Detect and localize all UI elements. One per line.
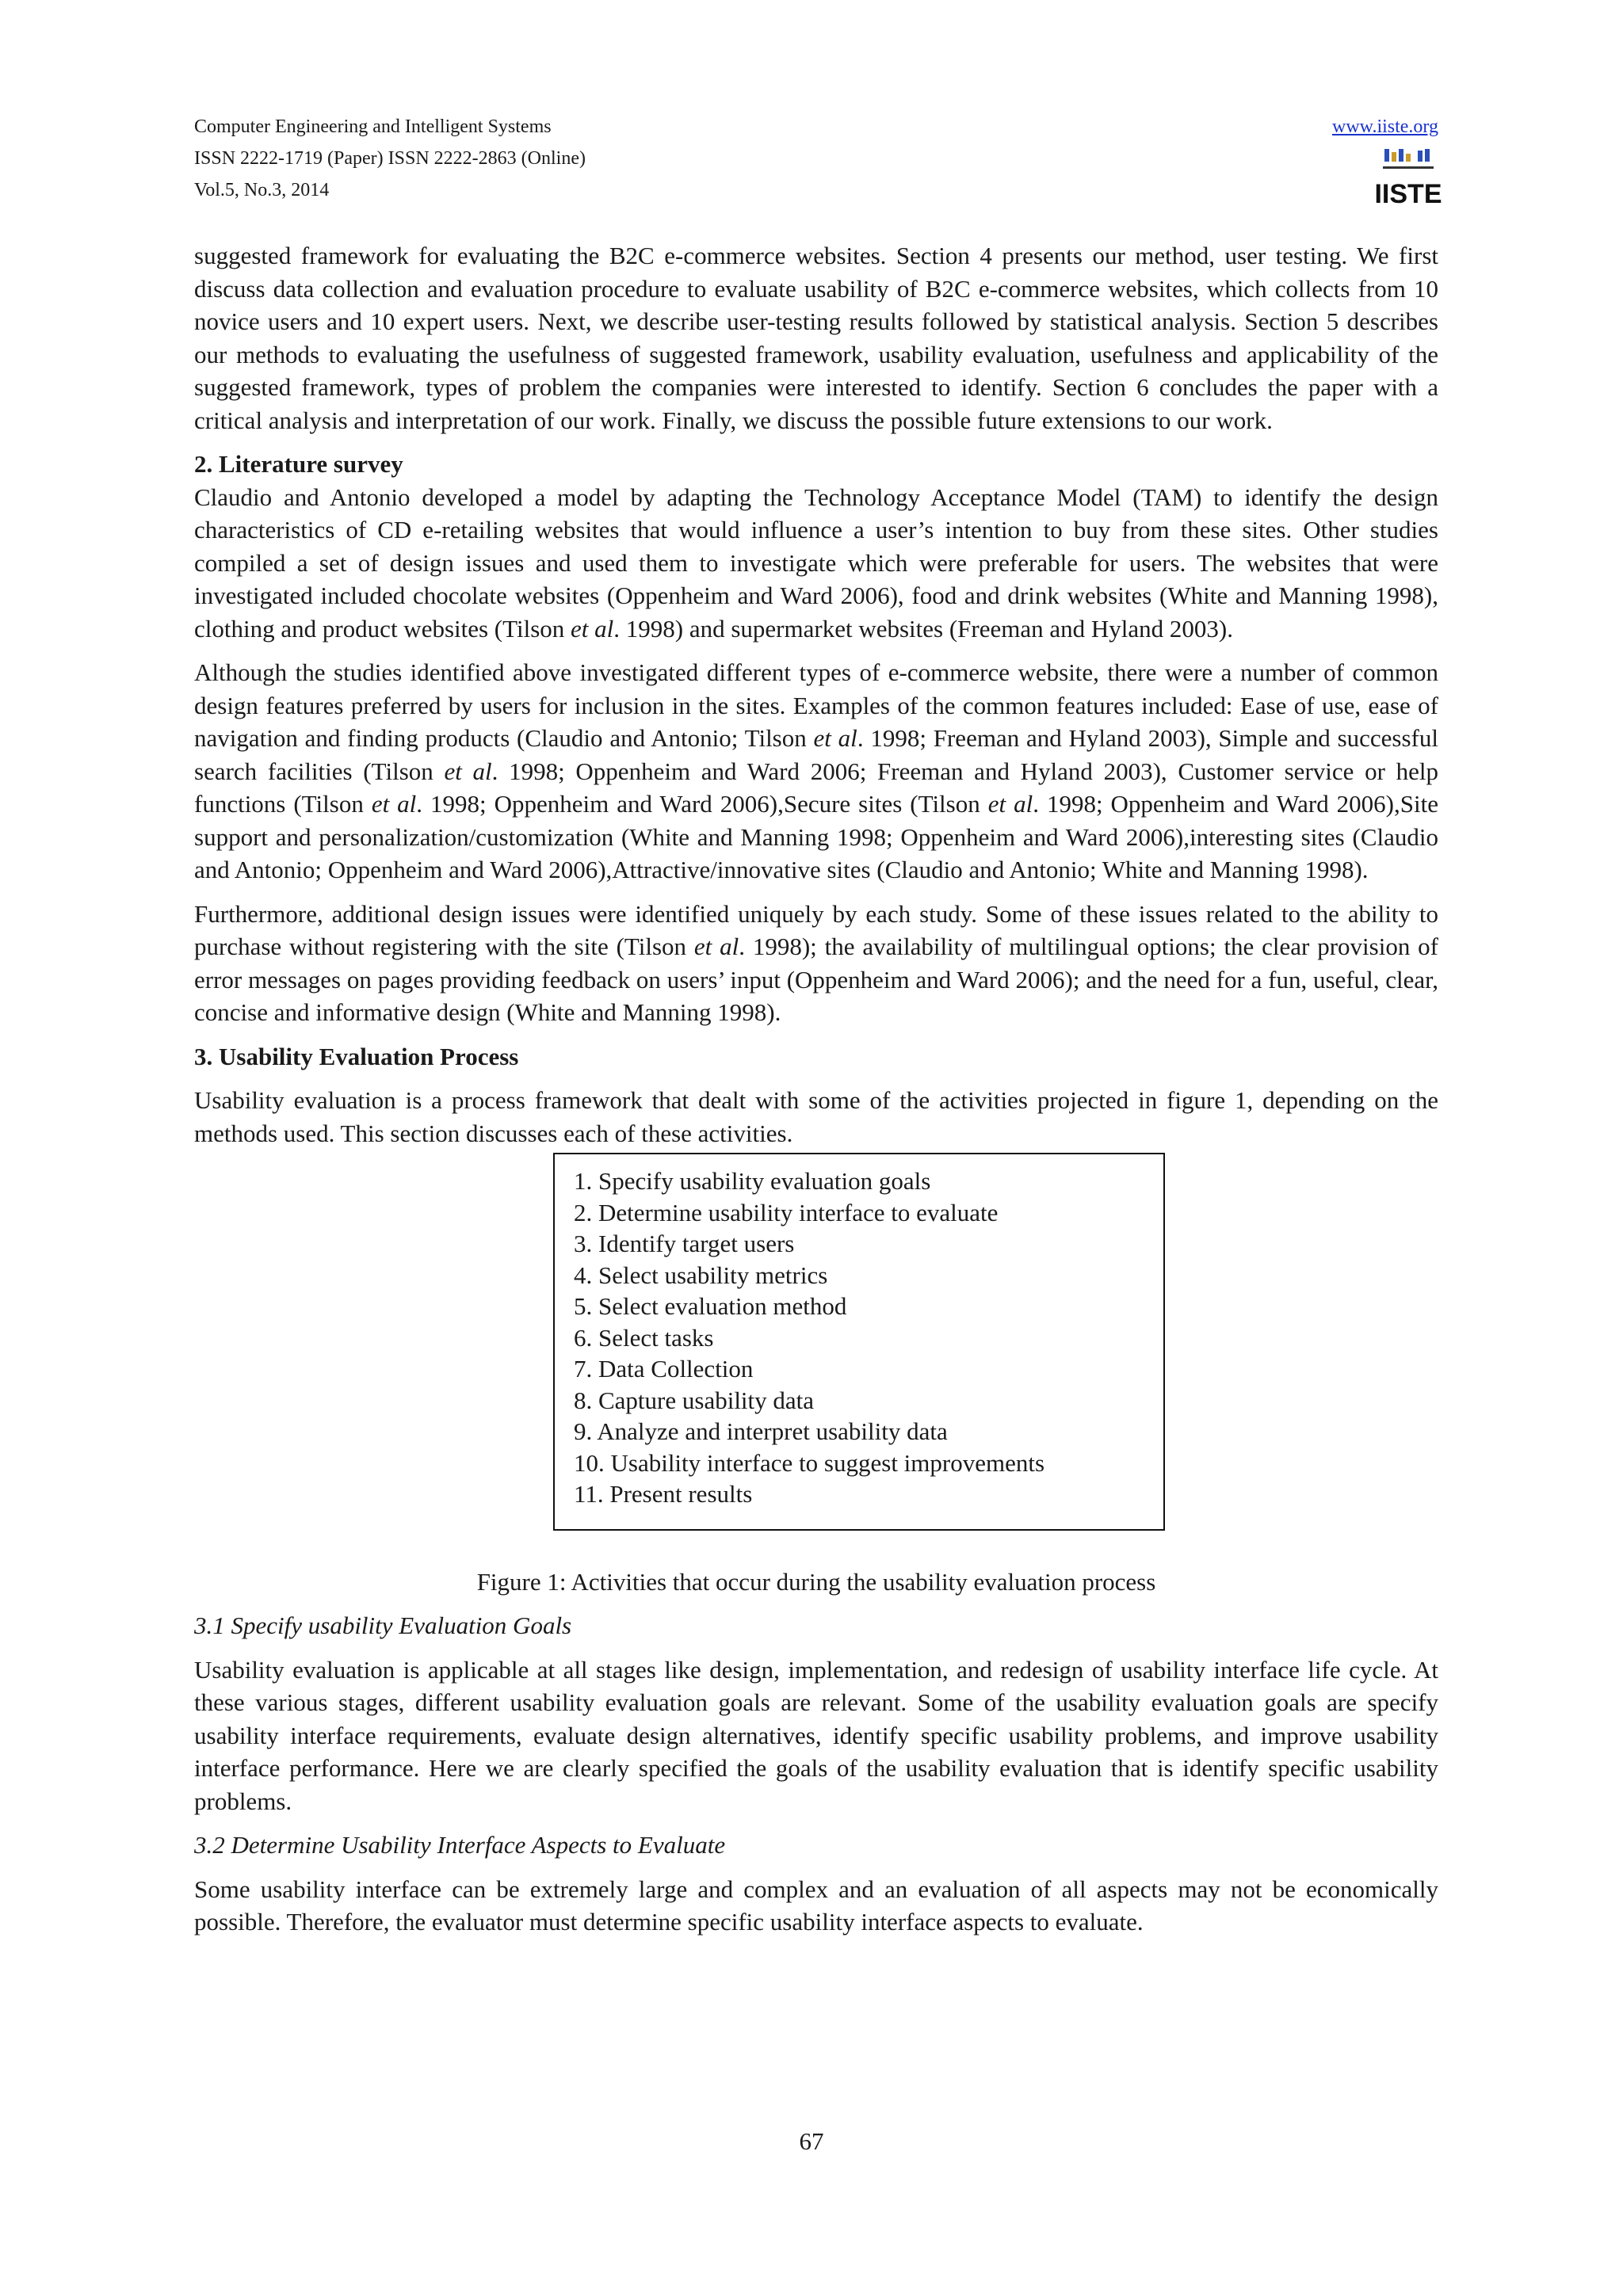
list-item: 4. Select usability metrics — [574, 1261, 828, 1289]
section-3-heading: 3. Usability Evaluation Process — [194, 1042, 519, 1070]
list-item: 1. Specify usability evaluation goals — [574, 1167, 931, 1195]
section-3-paragraph: Usability evaluation is a process framework that dealt with some of the activities projected in figure 1, depending on the methods used. This section discusses each of these activities. — [194, 1086, 1438, 1147]
list-item: 5. Select evaluation method — [574, 1292, 847, 1320]
page-number: 67 — [799, 2127, 824, 2155]
logo-text: IISTE — [1374, 179, 1442, 209]
list-item: 6. Select tasks — [574, 1323, 714, 1352]
volume-line: Vol.5, No.3, 2014 — [194, 180, 330, 200]
subsection-3-2-paragraph: Some usability interface can be extremely large and complex and an evaluation of all aspects may not be economically possible. Therefore, the evaluator must determine specific usability interface aspects to evaluate. — [194, 1875, 1438, 1936]
figure-1-box — [553, 1153, 1165, 1531]
list-item: 2. Determine usability interface to evaluate — [574, 1198, 999, 1226]
activities-list — [574, 1165, 1144, 1510]
list-item: 3. Identify target users — [574, 1230, 795, 1257]
page-header — [194, 111, 1442, 210]
section-2-paragraph-1: Claudio and Antonio developed a model by adapting the Technology Acceptance Model (TAM) to identify the design characteristics of CD e-retailing websites that would influence a user’s intention to buy from these sites. Other studies compiled a set of design issues and used them to investigate which were preferable for users. The websites that were investigated included chocolate websites (Oppenheim and Ward 2006), food and drink websites (White and Manning 1998), clothing and product websites (Tilson et al. 1998) and supermarket websites (Freeman and Hyland 2003). — [194, 482, 1438, 643]
list-item: 8. Capture usability data — [574, 1386, 815, 1414]
list-item: 11. Present results — [574, 1480, 753, 1508]
journal-title: Computer Engineering and Intelligent Systems — [194, 116, 552, 137]
subsection-3-2-heading: 3.2 Determine Usability Interface Aspects to Evaluate — [194, 1831, 726, 1859]
section-2-paragraph-3: Furthermore, additional design issues were identified uniquely by each study. Some of these issues related to the ability to purchase without registering with the site (Tilson et al. 1998); the availability of multilingual options; the clear provision of error messages on pages providing feedback on users’ input (Oppenheim and Ward 2006); and the need for a fun, useful, clear, concise and informative design (White and Manning 1998). — [194, 899, 1439, 1026]
intro-paragraph: suggested framework for evaluating the B2C e-commerce websites. Section 4 presents our method, user testing. We first discuss data collection and evaluation procedure to evaluate usability of B2C e-commerce websites, which collects from 10 novice users and 10 expert users. Next, we describe user-testing results followed by statistical analysis. Section 5 describes our methods to evaluating the usefulness of suggested framework, usability evaluation, usefulness and applicability of the suggested framework, types of problem the companies were interested to identify. Section 6 concludes the paper with a critical analysis and interpretation of our work. Finally, we discuss the possible future extensions to our work. — [194, 242, 1438, 434]
issn-line: ISSN 2222-1719 (Paper) ISSN 2222-2863 (Online) — [194, 148, 586, 169]
section-2-heading: 2. Literature survey — [194, 450, 403, 478]
subsection-3-1-heading: 3.1 Specify usability Evaluation Goals — [194, 1611, 572, 1639]
section-2-paragraph-2: Although the studies identified above investigated different types of e-commerce website, there were a number of common design features preferred by users for inclusion in the sites. Examples of the common features included: Ease of use, ease of navigation and finding products (Claudio and Antonio; Tilson et al. 1998; Freeman and Hyland 2003), Simple and successful search facilities (Tilson et al. 1998; Oppenheim and Ward 2006; Freeman and Hyland 2003), Customer service or help functions (Tilson et al. 1998; Oppenheim and Ward 2006),Secure sites (Tilson et al. 1998; Oppenheim and Ward 2006),Site support and personalization/customization (White and Manning 1998; Oppenheim and Ward 2006),interesting sites (Claudio and Antonio; Oppenheim and Ward 2006),Attractive/innovative sites (Claudio and Antonio; White and Manning 1998). — [194, 658, 1438, 883]
journal-url-link[interactable]: www.iiste.org — [1332, 116, 1438, 137]
subsection-3-1-paragraph: Usability evaluation is applicable at all stages like design, implementation, and redesign of usability interface life cycle. At these various stages, different usability evaluation goals are relevant. Some of the usability evaluation goals are specify usability interface requirements, evaluate design alternatives, identify specific usability problems, and improve usability interface performance. Here we are clearly specified the goals of the usability evaluation that is identify specific usability problems. — [194, 1655, 1438, 1815]
figure-1-caption: Figure 1: Activities that occur during the usability evaluation process — [476, 1567, 1156, 1596]
list-item: 10. Usability interface to suggest improvements — [574, 1448, 1045, 1477]
iiste-logo-icon — [1374, 147, 1442, 209]
list-item: 7. Data Collection — [574, 1355, 754, 1383]
page-content — [194, 239, 1438, 1950]
list-item: 9. Analyze and interpret usability data — [574, 1417, 948, 1445]
